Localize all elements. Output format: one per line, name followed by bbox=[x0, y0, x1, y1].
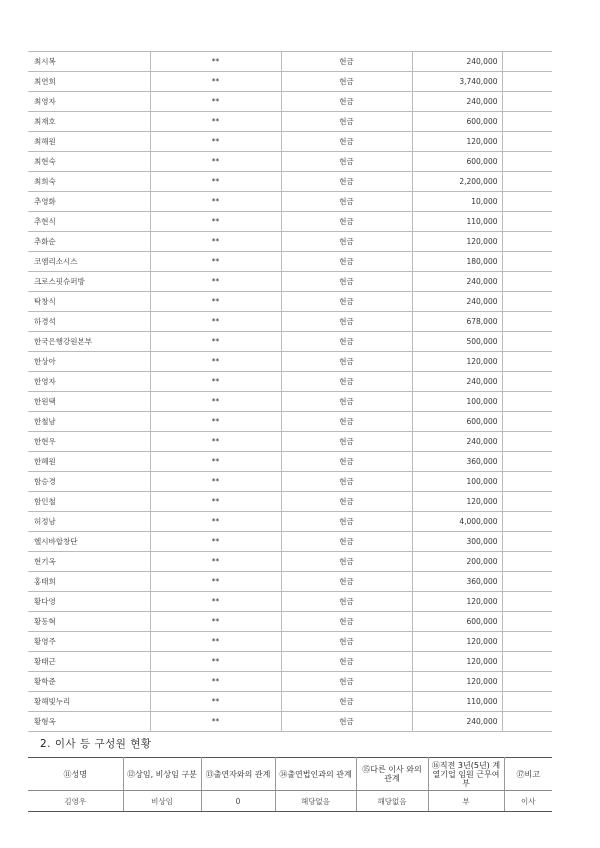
donor-name: 한영자 bbox=[28, 372, 150, 392]
donor-amount: 240,000 bbox=[412, 432, 502, 452]
donor-type: 현금 bbox=[281, 312, 412, 332]
donor-row bbox=[28, 352, 552, 372]
donor-note bbox=[502, 412, 552, 432]
donor-amount: 240,000 bbox=[412, 372, 502, 392]
donor-name: 최현숙 bbox=[28, 152, 150, 172]
donor-note bbox=[502, 472, 552, 492]
donor-type: 현금 bbox=[281, 472, 412, 492]
donor-row bbox=[28, 172, 552, 192]
donor-type: 현금 bbox=[281, 532, 412, 552]
donor-row bbox=[28, 512, 552, 532]
donor-relation: ** bbox=[150, 612, 281, 632]
donor-name: 황형옥 bbox=[28, 712, 150, 732]
donor-relation: ** bbox=[150, 132, 281, 152]
donor-name: 함승경 bbox=[28, 472, 150, 492]
donor-note bbox=[502, 212, 552, 232]
donor-row bbox=[28, 392, 552, 412]
donor-name: 최희숙 bbox=[28, 172, 150, 192]
donor-note bbox=[502, 132, 552, 152]
donor-row bbox=[28, 272, 552, 292]
donor-note bbox=[502, 552, 552, 572]
donor-name: 최재호 bbox=[28, 112, 150, 132]
donor-name: 한상아 bbox=[28, 352, 150, 372]
section-title: 2. 이사 등 구성원 현황 bbox=[40, 738, 152, 750]
donor-row bbox=[28, 592, 552, 612]
donor-amount: 120,000 bbox=[412, 132, 502, 152]
donor-amount: 110,000 bbox=[412, 692, 502, 712]
board-members-table bbox=[28, 757, 552, 812]
donor-name: 한혜원 bbox=[28, 452, 150, 472]
donor-name: 최시복 bbox=[28, 52, 150, 72]
donor-note bbox=[502, 652, 552, 672]
donor-note bbox=[502, 232, 552, 252]
donor-name: 하경석 bbox=[28, 312, 150, 332]
donor-row bbox=[28, 292, 552, 312]
donor-amount: 100,000 bbox=[412, 392, 502, 412]
member-director-relation: 해당없음 bbox=[356, 791, 428, 812]
donor-name: 크로스핏슈퍼방 bbox=[28, 272, 150, 292]
donor-row bbox=[28, 452, 552, 472]
donor-name: 최연희 bbox=[28, 72, 150, 92]
donor-row bbox=[28, 652, 552, 672]
donor-amount: 678,000 bbox=[412, 312, 502, 332]
donor-relation: ** bbox=[150, 472, 281, 492]
donor-note bbox=[502, 632, 552, 652]
donor-relation: ** bbox=[150, 712, 281, 732]
donor-relation: ** bbox=[150, 212, 281, 232]
donor-type: 현금 bbox=[281, 292, 412, 312]
donor-row bbox=[28, 152, 552, 172]
donor-amount: 360,000 bbox=[412, 452, 502, 472]
header-fulltime: ⑫상임, 비상임 구분 bbox=[123, 758, 201, 791]
donor-row bbox=[28, 92, 552, 112]
donor-row bbox=[28, 712, 552, 732]
donor-note bbox=[502, 672, 552, 692]
member-affiliate-history: 부 bbox=[428, 791, 504, 812]
donor-note bbox=[502, 532, 552, 552]
donor-type: 현금 bbox=[281, 132, 412, 152]
donor-row bbox=[28, 412, 552, 432]
donor-row bbox=[28, 132, 552, 152]
donor-row bbox=[28, 232, 552, 252]
donor-relation: ** bbox=[150, 72, 281, 92]
donor-type: 현금 bbox=[281, 612, 412, 632]
donor-type: 현금 bbox=[281, 452, 412, 472]
donor-relation: ** bbox=[150, 492, 281, 512]
donor-note bbox=[502, 492, 552, 512]
donor-amount: 2,200,000 bbox=[412, 172, 502, 192]
donor-relation: ** bbox=[150, 172, 281, 192]
donor-amount: 120,000 bbox=[412, 232, 502, 252]
header-remarks: ⑰비고 bbox=[504, 758, 552, 791]
donor-relation: ** bbox=[150, 692, 281, 712]
donor-note bbox=[502, 572, 552, 592]
donor-name: 황다영 bbox=[28, 592, 150, 612]
donor-note bbox=[502, 352, 552, 372]
donor-note bbox=[502, 312, 552, 332]
donor-relation: ** bbox=[150, 552, 281, 572]
donor-note bbox=[502, 392, 552, 412]
donor-name: 코엠리소시스 bbox=[28, 252, 150, 272]
donor-type: 현금 bbox=[281, 332, 412, 352]
donor-note bbox=[502, 712, 552, 732]
donor-name: 황해빛누리 bbox=[28, 692, 150, 712]
donor-name: 추현식 bbox=[28, 212, 150, 232]
donor-relation: ** bbox=[150, 312, 281, 332]
donor-type: 현금 bbox=[281, 192, 412, 212]
donor-amount: 180,000 bbox=[412, 252, 502, 272]
donor-type: 현금 bbox=[281, 352, 412, 372]
donor-note bbox=[502, 152, 552, 172]
donor-amount: 120,000 bbox=[412, 632, 502, 652]
donor-relation: ** bbox=[150, 652, 281, 672]
donor-row bbox=[28, 192, 552, 212]
donor-amount: 100,000 bbox=[412, 472, 502, 492]
donor-type: 현금 bbox=[281, 272, 412, 292]
header-donor-relation: ⑬출연자와의 관계 bbox=[201, 758, 275, 791]
donor-row bbox=[28, 492, 552, 512]
donor-amount: 360,000 bbox=[412, 572, 502, 592]
donor-type: 현금 bbox=[281, 52, 412, 72]
donor-note bbox=[502, 52, 552, 72]
donor-type: 현금 bbox=[281, 72, 412, 92]
donor-amount: 240,000 bbox=[412, 92, 502, 112]
donor-type: 현금 bbox=[281, 152, 412, 172]
donor-amount: 300,000 bbox=[412, 532, 502, 552]
donor-type: 현금 bbox=[281, 212, 412, 232]
donor-row bbox=[28, 612, 552, 632]
donor-type: 현금 bbox=[281, 392, 412, 412]
donor-relation: ** bbox=[150, 412, 281, 432]
donor-name: 현기옥 bbox=[28, 552, 150, 572]
donor-row bbox=[28, 692, 552, 712]
member-remarks: 이사 bbox=[504, 791, 552, 812]
donor-name: 추화순 bbox=[28, 232, 150, 252]
donor-note bbox=[502, 432, 552, 452]
donor-name: 한현우 bbox=[28, 432, 150, 452]
donor-row bbox=[28, 332, 552, 352]
donor-relation: ** bbox=[150, 192, 281, 212]
donor-amount: 4,000,000 bbox=[412, 512, 502, 532]
donor-row bbox=[28, 672, 552, 692]
donor-type: 현금 bbox=[281, 412, 412, 432]
donor-relation: ** bbox=[150, 372, 281, 392]
board-member-row bbox=[28, 791, 552, 812]
donor-relation: ** bbox=[150, 592, 281, 612]
donor-type: 현금 bbox=[281, 712, 412, 732]
donor-relation: ** bbox=[150, 332, 281, 352]
donor-amount: 240,000 bbox=[412, 52, 502, 72]
donor-note bbox=[502, 332, 552, 352]
donor-name: 함인철 bbox=[28, 492, 150, 512]
donor-amount: 600,000 bbox=[412, 112, 502, 132]
donor-relation: ** bbox=[150, 232, 281, 252]
donor-row bbox=[28, 532, 552, 552]
donor-type: 현금 bbox=[281, 232, 412, 252]
donor-type: 현금 bbox=[281, 672, 412, 692]
donor-relation: ** bbox=[150, 452, 281, 472]
donor-note bbox=[502, 512, 552, 532]
header-corp-relation: ⑭출연법인과의 관계 bbox=[275, 758, 356, 791]
donor-row bbox=[28, 572, 552, 592]
donor-note bbox=[502, 92, 552, 112]
donor-amount: 120,000 bbox=[412, 672, 502, 692]
member-name: 김영우 bbox=[28, 791, 123, 812]
donor-table-body bbox=[28, 52, 552, 732]
donor-name: 한국은행강원본부 bbox=[28, 332, 150, 352]
donor-relation: ** bbox=[150, 112, 281, 132]
donor-note bbox=[502, 692, 552, 712]
donor-relation: ** bbox=[150, 512, 281, 532]
donor-note bbox=[502, 592, 552, 612]
donor-type: 현금 bbox=[281, 632, 412, 652]
donor-type: 현금 bbox=[281, 572, 412, 592]
donor-row bbox=[28, 432, 552, 452]
donor-name: 황동혁 bbox=[28, 612, 150, 632]
donor-relation: ** bbox=[150, 392, 281, 412]
donor-amount: 120,000 bbox=[412, 492, 502, 512]
donor-type: 현금 bbox=[281, 552, 412, 572]
donor-note bbox=[502, 292, 552, 312]
donor-type: 현금 bbox=[281, 512, 412, 532]
donor-row bbox=[28, 252, 552, 272]
donor-name: 추영화 bbox=[28, 192, 150, 212]
donor-note bbox=[502, 612, 552, 632]
donor-name: 헬시바합창단 bbox=[28, 532, 150, 552]
donor-name: 탁창식 bbox=[28, 292, 150, 312]
donor-relation: ** bbox=[150, 272, 281, 292]
donor-row bbox=[28, 212, 552, 232]
donor-amount: 240,000 bbox=[412, 292, 502, 312]
donor-type: 현금 bbox=[281, 372, 412, 392]
donor-amount: 500,000 bbox=[412, 332, 502, 352]
donor-relation: ** bbox=[150, 632, 281, 652]
donor-row bbox=[28, 632, 552, 652]
donor-relation: ** bbox=[150, 572, 281, 592]
donor-row bbox=[28, 52, 552, 72]
donor-name: 최해원 bbox=[28, 132, 150, 152]
donor-type: 현금 bbox=[281, 112, 412, 132]
donor-relation: ** bbox=[150, 152, 281, 172]
donor-name: 최영자 bbox=[28, 92, 150, 112]
donor-row bbox=[28, 372, 552, 392]
donor-relation: ** bbox=[150, 672, 281, 692]
donor-relation: ** bbox=[150, 252, 281, 272]
donor-table bbox=[28, 51, 552, 732]
donor-row bbox=[28, 72, 552, 92]
donor-type: 현금 bbox=[281, 252, 412, 272]
donor-note bbox=[502, 72, 552, 92]
donor-amount: 600,000 bbox=[412, 152, 502, 172]
donor-amount: 3,740,000 bbox=[412, 72, 502, 92]
donor-name: 홍태희 bbox=[28, 572, 150, 592]
board-header-row bbox=[28, 758, 552, 791]
donor-amount: 200,000 bbox=[412, 552, 502, 572]
donor-relation: ** bbox=[150, 532, 281, 552]
donor-relation: ** bbox=[150, 352, 281, 372]
donor-note bbox=[502, 272, 552, 292]
donor-type: 현금 bbox=[281, 172, 412, 192]
donor-type: 현금 bbox=[281, 692, 412, 712]
donor-amount: 10,000 bbox=[412, 192, 502, 212]
donor-name: 황영주 bbox=[28, 632, 150, 652]
header-affiliate-history: ⑯직전 3년(5년) 계열기업 임원 근무여부 bbox=[428, 758, 504, 791]
donor-amount: 120,000 bbox=[412, 652, 502, 672]
donor-amount: 600,000 bbox=[412, 412, 502, 432]
donor-name: 한원택 bbox=[28, 392, 150, 412]
donor-relation: ** bbox=[150, 432, 281, 452]
header-director-relation: ⑮다른 이사 와의 관계 bbox=[356, 758, 428, 791]
donor-note bbox=[502, 172, 552, 192]
donor-relation: ** bbox=[150, 292, 281, 312]
donor-note bbox=[502, 192, 552, 212]
donor-amount: 240,000 bbox=[412, 712, 502, 732]
donor-name: 황태근 bbox=[28, 652, 150, 672]
donor-row bbox=[28, 552, 552, 572]
member-fulltime: 비상임 bbox=[123, 791, 201, 812]
donor-amount: 120,000 bbox=[412, 352, 502, 372]
member-donor-relation: 0 bbox=[201, 791, 275, 812]
donor-amount: 600,000 bbox=[412, 612, 502, 632]
donor-note bbox=[502, 452, 552, 472]
donor-type: 현금 bbox=[281, 92, 412, 112]
donor-name: 허정남 bbox=[28, 512, 150, 532]
donor-amount: 110,000 bbox=[412, 212, 502, 232]
donor-type: 현금 bbox=[281, 652, 412, 672]
donor-row bbox=[28, 472, 552, 492]
donor-type: 현금 bbox=[281, 492, 412, 512]
donor-row bbox=[28, 112, 552, 132]
donor-type: 현금 bbox=[281, 592, 412, 612]
donor-amount: 120,000 bbox=[412, 592, 502, 612]
donor-note bbox=[502, 112, 552, 132]
donor-name: 한철남 bbox=[28, 412, 150, 432]
donor-relation: ** bbox=[150, 92, 281, 112]
donor-note bbox=[502, 372, 552, 392]
donor-relation: ** bbox=[150, 52, 281, 72]
member-corp-relation: 해당없음 bbox=[275, 791, 356, 812]
donor-amount: 240,000 bbox=[412, 272, 502, 292]
header-name: ⑪성명 bbox=[28, 758, 123, 791]
donor-name: 황학준 bbox=[28, 672, 150, 692]
donor-row bbox=[28, 312, 552, 332]
donor-note bbox=[502, 252, 552, 272]
donor-type: 현금 bbox=[281, 432, 412, 452]
